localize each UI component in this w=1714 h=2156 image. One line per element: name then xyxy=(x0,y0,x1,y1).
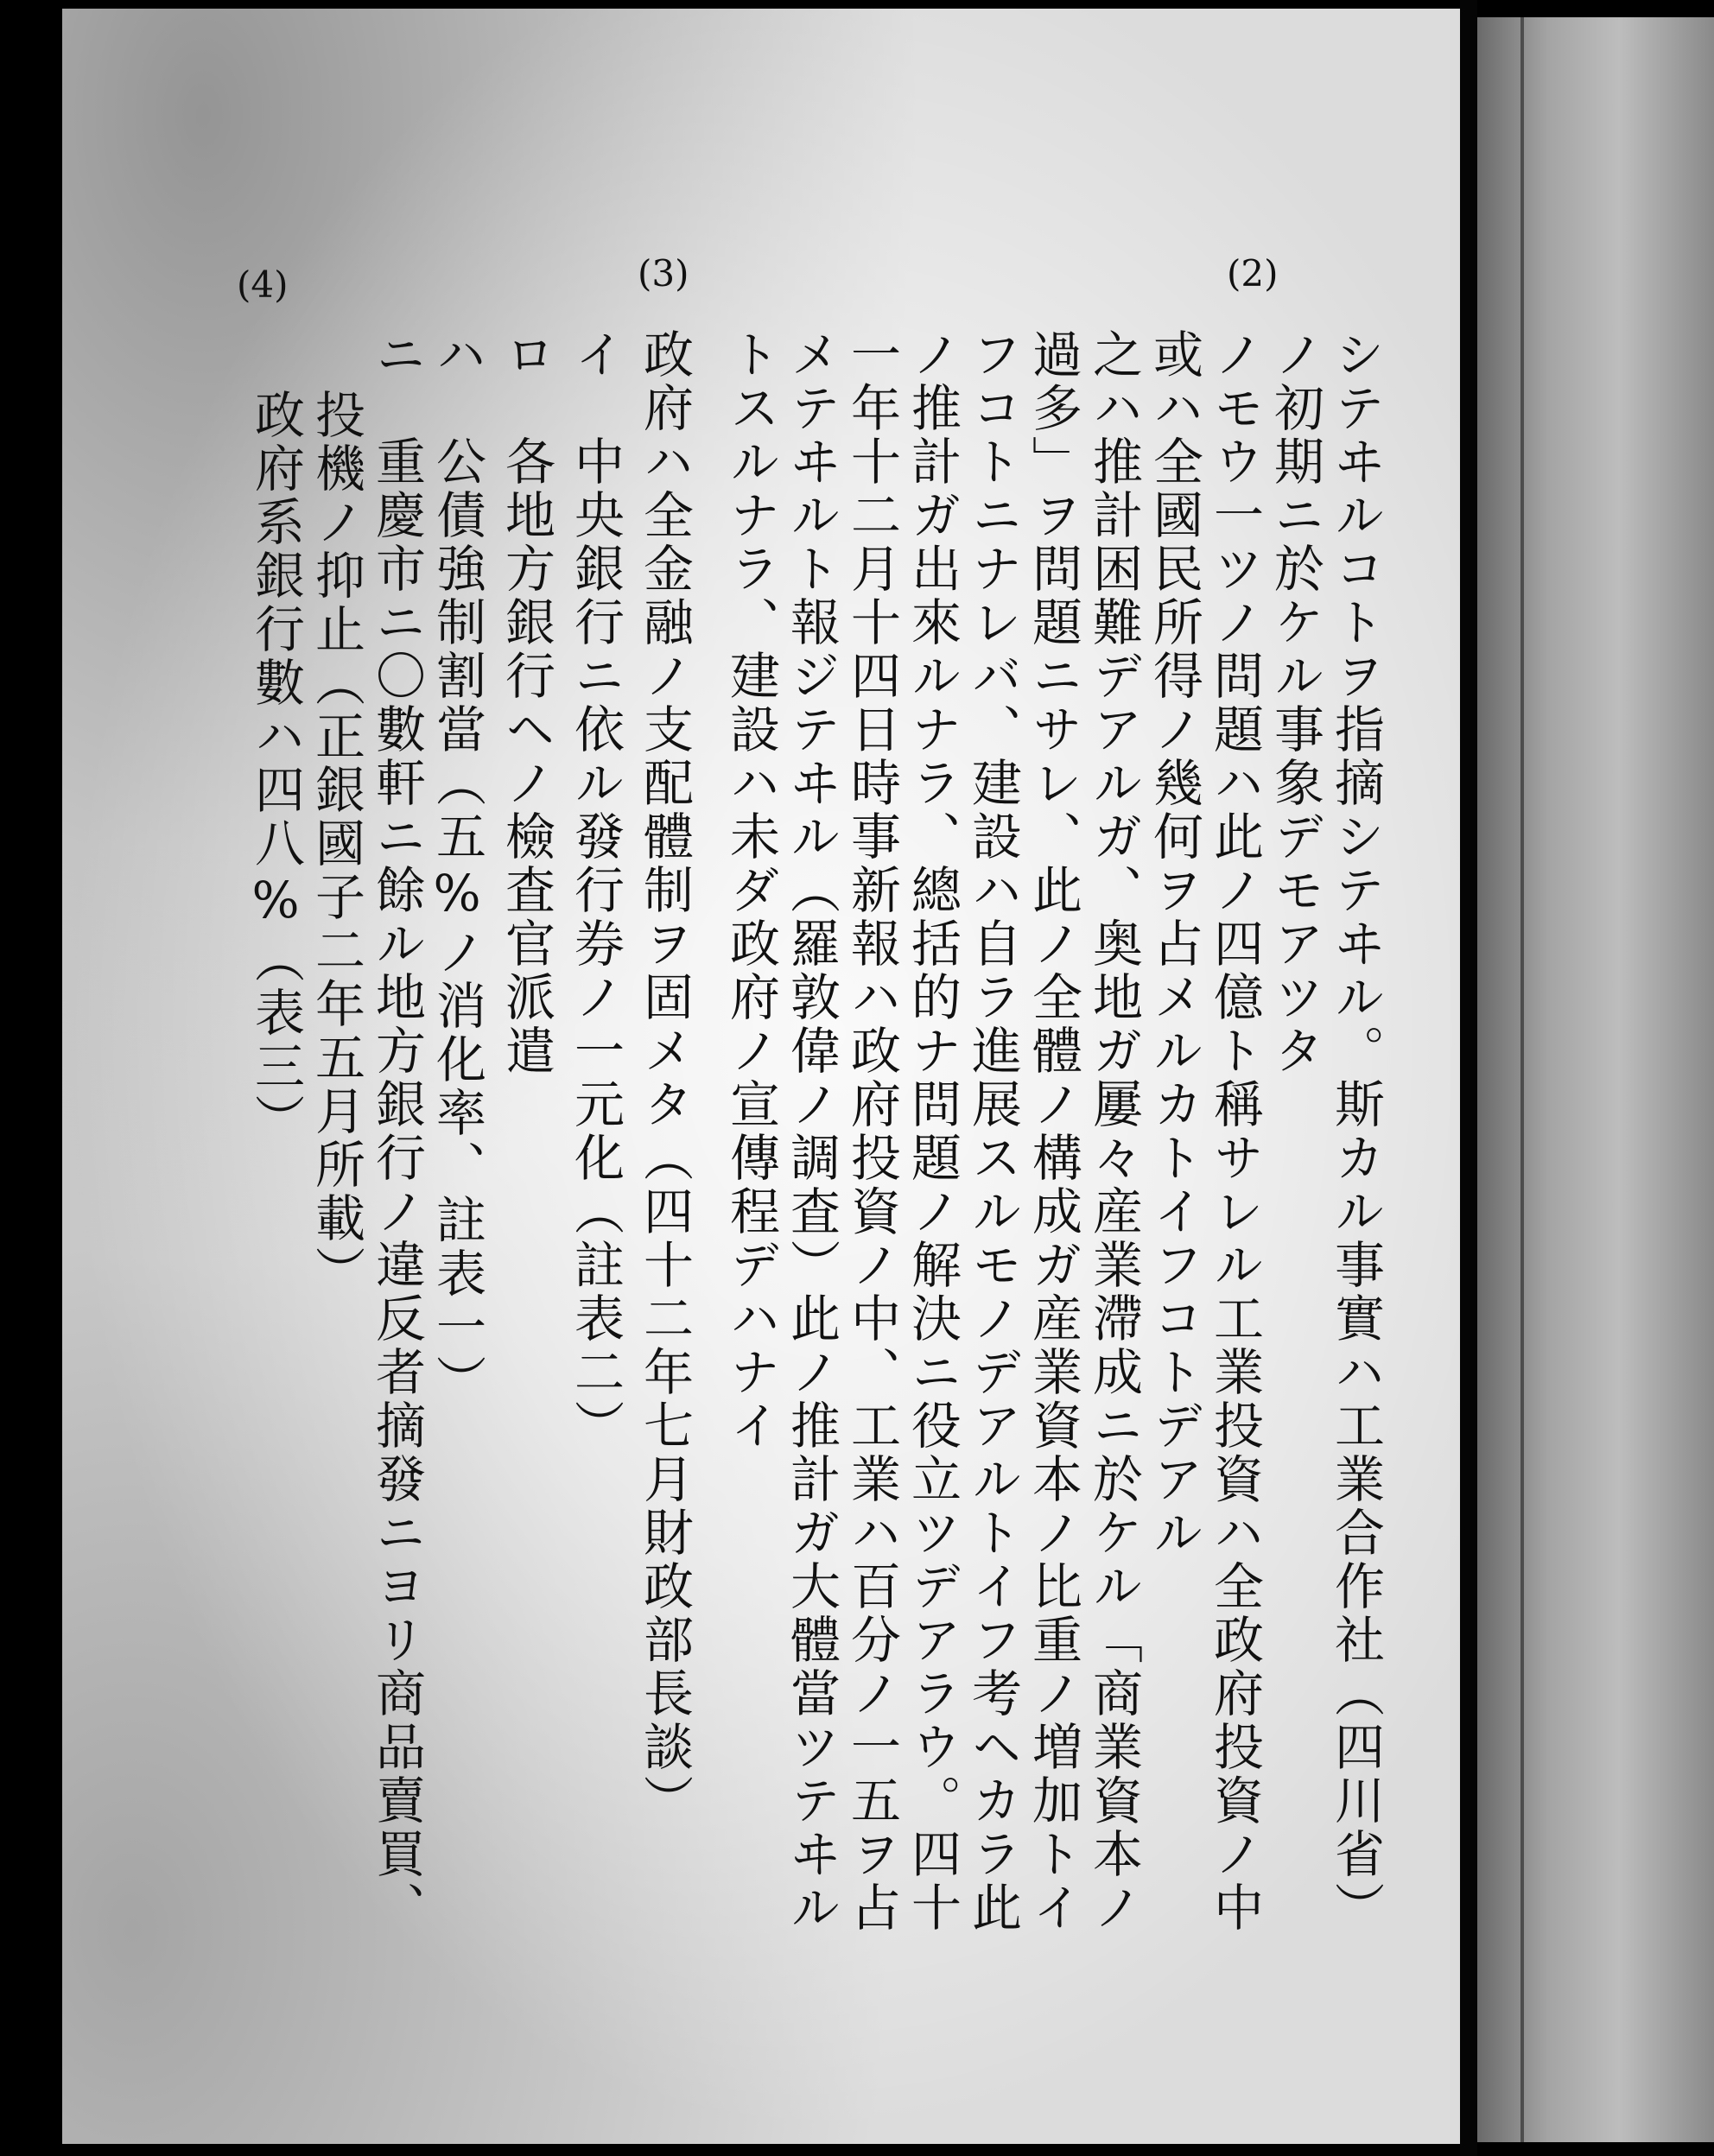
text-column-8: ノ推計ガ出來ルナラ、總括的ナ問題ノ解決ニ役立ツデアラウ。四十 xyxy=(903,328,962,1935)
book-spine xyxy=(1477,17,1714,2142)
text-column-15: ハ 公債強制割當（五%ノ消化率、註表一） xyxy=(428,328,486,1408)
text-column-13: イ 中央銀行ニ依ル發行券ノ一元化（註表二） xyxy=(566,328,625,1453)
text-column-6: 過多」ヲ問題ニサレ、此ノ全體ノ構成ガ産業資本ノ比重ノ増加トイ xyxy=(1024,328,1082,1935)
text-column-4: 或ハ全國民所得ノ幾何ヲ占メルカトイフコトデアル xyxy=(1145,328,1203,1560)
text-column-7: フコトニナレバ、建設ハ自ラ進展スルモノデアルトイフ考ヘカラ此 xyxy=(963,328,1022,1935)
section-marker-2: (2) xyxy=(1227,252,1279,295)
text-column-5: 之ハ推計困難デアルガ、奥地ガ屢々産業滯成ニ於ケル「商業資本ノ xyxy=(1084,328,1143,1935)
text-column-14: ロ 各地方銀行ヘノ檢査官派遣 xyxy=(497,328,555,1078)
text-column-9: 一年十二月十四日時事新報ハ政府投資ノ中、工業ハ百分ノ一五ヲ占 xyxy=(842,328,901,1935)
text-column-3: ノモウ一ツノ問題ハ此ノ四億ト稱サレル工業投資ハ全政府投資ノ中 xyxy=(1205,328,1264,1935)
text-column-16: ニ 重慶市ニ〇數軒ニ餘ル地方銀行ノ違反者摘發ニヨリ商品賣買、 xyxy=(367,328,426,1935)
section-marker-3: (3) xyxy=(638,252,689,295)
text-column-10: メテヰルト報ジテヰル（羅敦偉ノ調査）此ノ推計ガ大體當ツテヰル xyxy=(782,328,841,1935)
page-binding-edge xyxy=(1460,0,1477,2156)
text-column-17: 投機ノ抑止（正銀國子二年五月所載） xyxy=(307,389,365,1299)
text-column-2: ノ初期ニ於ケル事象デモアツタ xyxy=(1266,328,1324,1078)
text-column-1: シテヰルコトヲ指摘シテヰル。斯カル事實ハ工業合作社（四川省） xyxy=(1326,328,1385,1935)
spine-crease xyxy=(1520,17,1524,2142)
text-column-11: トスルナラ、建設ハ未ダ政府ノ宣傳程デハナイ xyxy=(721,328,780,1453)
text-column-12: 政府ハ全金融ノ支配體制ヲ固メタ（四十二年七月財政部長談） xyxy=(635,328,694,1828)
section-marker-4: (4) xyxy=(237,263,289,306)
text-column-18: 政府系銀行數ハ四八%（表三） xyxy=(246,389,305,1147)
